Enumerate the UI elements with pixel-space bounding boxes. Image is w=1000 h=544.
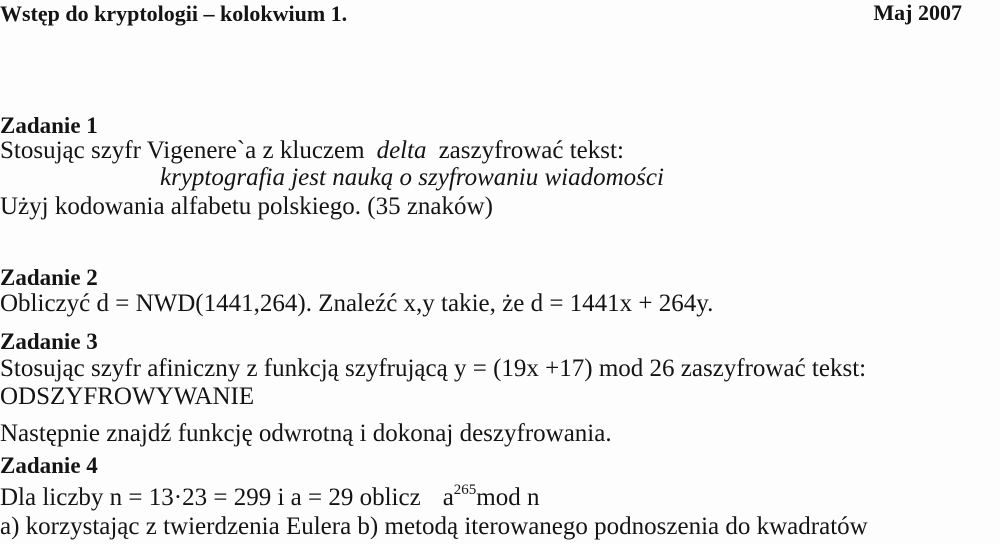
task-4-heading: Zadanie 4 — [0, 453, 98, 478]
task-1-line-1 — [0, 137, 624, 165]
task-3-line-3: Następnie znajdź funkcję odwrotną i dokonaj deszyfrowania. — [0, 420, 612, 447]
task-3-heading: Zadanie 3 — [0, 329, 98, 354]
task-4-text-prefix: Dla liczby n = 13·23 = 299 i a = 29 oblicz — [0, 484, 421, 511]
exam-date: Maj 2007 — [873, 0, 962, 25]
task-3-line-2: ODSZYFROWYWANIE — [0, 383, 255, 410]
task-4-line-2: a) korzystając z twierdzenia Eulera b) metodą iterowanego podnoszenia do kwadratów — [0, 513, 868, 540]
task-1-heading: Zadanie 1 — [0, 113, 98, 138]
task-4-exponent: 265 — [453, 482, 477, 498]
task-3-line-1: Stosując szyfr afiniczny z funkcją szyfrującą y = (19x +17) mod 26 zaszyfrować tekst: — [0, 355, 867, 382]
task-4-line-1 — [0, 484, 540, 515]
task-4-power-suffix: mod n — [476, 484, 540, 511]
task-4-power-base: a — [442, 484, 454, 511]
task-1-key: delta — [376, 137, 427, 164]
task-1-text-suffix: zaszyfrować tekst: — [438, 137, 624, 164]
task-2-line-1: Obliczyć d = NWD(1441,264). Znaleźć x,y takie, że d = 1441x + 264y. — [0, 290, 714, 317]
task-1-phrase: kryptografia jest nauką o szyfrowaniu wiadomości — [160, 164, 664, 191]
task-1-text-prefix: Stosując szyfr Vigenere`a z kluczem — [0, 137, 365, 164]
task-2-heading: Zadanie 2 — [0, 265, 98, 290]
task-1-line-3: Użyj kodowania alfabetu polskiego. (35 znaków) — [0, 193, 493, 220]
page-title: Wstęp do kryptologii – kolokwium 1. — [0, 1, 348, 26]
